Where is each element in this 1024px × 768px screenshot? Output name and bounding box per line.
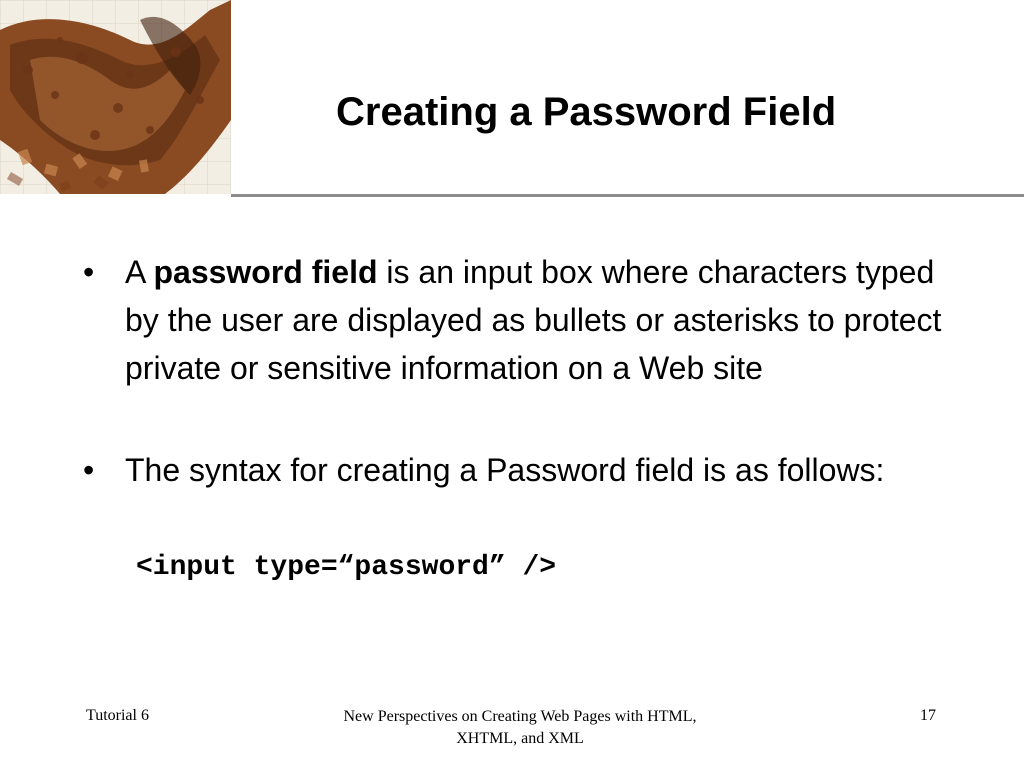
scattered-letters-collage-image xyxy=(0,0,231,194)
password-syntax-code: <input type=“password” /> xyxy=(136,552,557,583)
bullet-icon: • xyxy=(83,452,95,488)
bullet-icon: • xyxy=(83,254,95,290)
bullet-prefix-text: A xyxy=(125,254,154,290)
footer-tutorial-label: Tutorial 6 xyxy=(86,707,149,724)
bullet-definition-text: is an input box where characters typed by the user are displayed as bullets or asterisks to protect private or sensitive information on a Web site xyxy=(125,254,942,386)
footer-book-title-line1: New Perspectives on Creating Web Pages with HTML, xyxy=(343,708,697,725)
bold-term: password field xyxy=(153,254,378,290)
bullet-password-field-definition xyxy=(83,248,955,392)
bullet-syntax-intro xyxy=(83,446,955,494)
bullet-syntax-text: The syntax for creating a Password field is as follows: xyxy=(125,452,885,488)
letters-collage-graphic xyxy=(0,0,231,194)
slide-title: Creating a Password Field xyxy=(336,90,837,134)
footer-book-title-line2: XHTML, and XML xyxy=(456,730,584,747)
footer-book-title xyxy=(310,706,730,750)
page-number: 17 xyxy=(920,707,936,724)
title-divider xyxy=(231,194,1024,197)
